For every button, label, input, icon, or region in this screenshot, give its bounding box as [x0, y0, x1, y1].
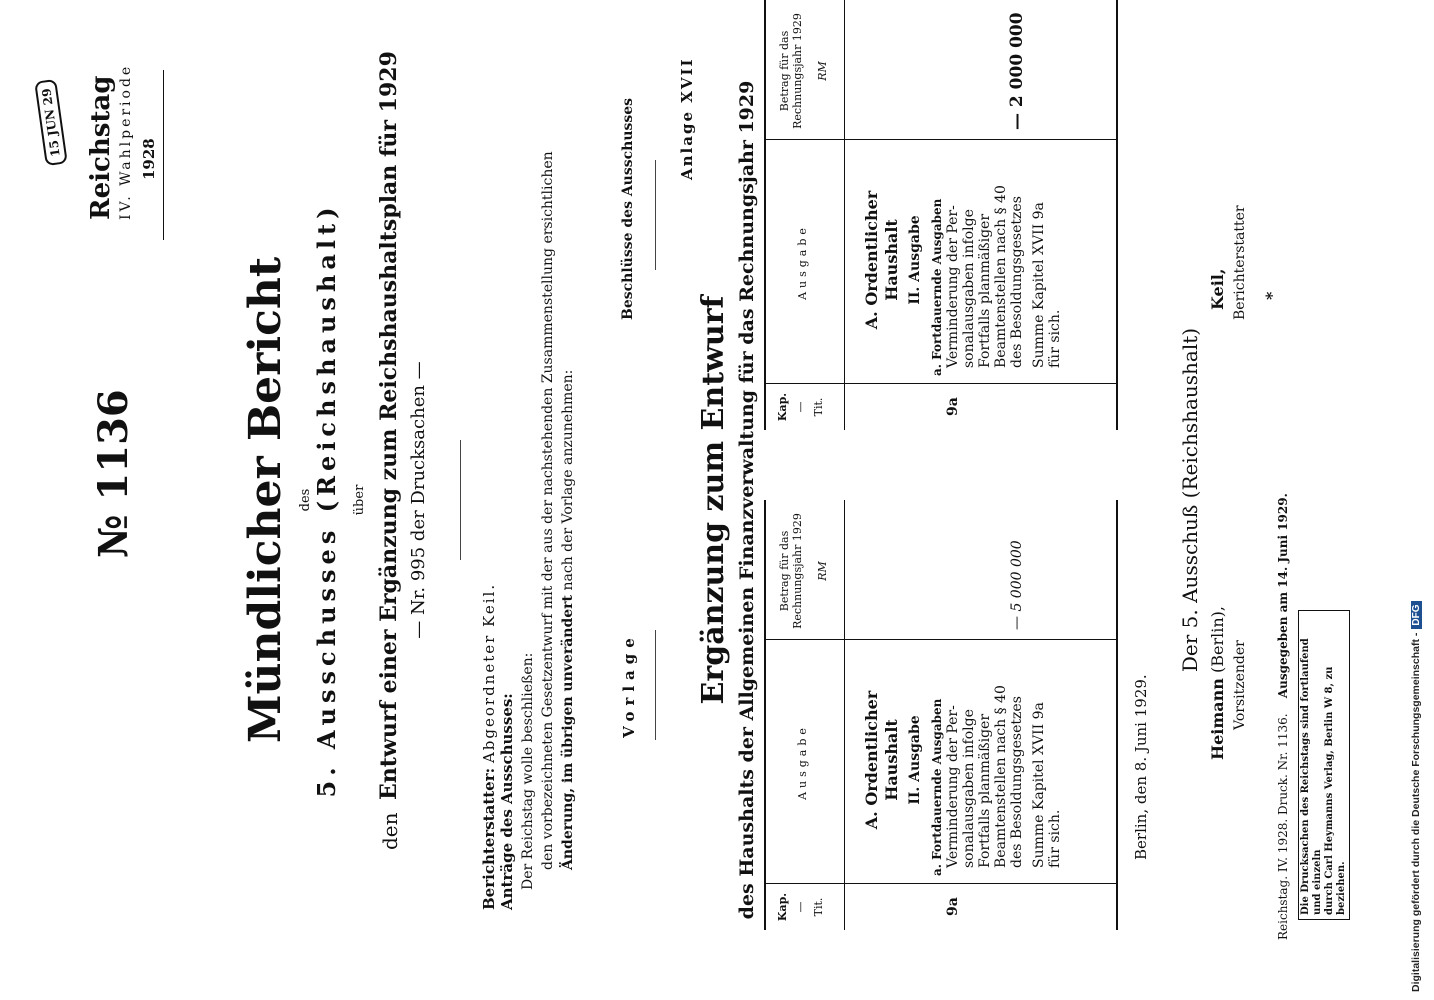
signature-date: Berlin, den 8. Juni 1929.: [1132, 674, 1150, 860]
beschluesse-heading: Beschlüsse des Ausschusses: [620, 97, 636, 320]
beschluesse-summe-1: Summe Kapitel XVII 9a: [1031, 202, 1047, 368]
title-divider: [460, 440, 461, 560]
beschluesse-section-a: A. Ordentlicher Haushalt: [862, 190, 901, 330]
beschluesse-table: [764, 0, 1118, 430]
vorlage-head-rm: RM: [816, 561, 829, 581]
vorlage-table: [764, 500, 1118, 930]
motion-change-bold: Änderung, im übrigen unverändert: [560, 595, 576, 870]
title-ueber: über: [352, 484, 367, 516]
vorlage-head-dash: —: [794, 901, 807, 913]
credit-text: [1410, 8, 1422, 992]
beschluesse-kap: 9a: [945, 397, 961, 416]
reporter-label: Berichterstatter:: [480, 767, 498, 910]
beschluesse-head-rm: RM: [816, 61, 829, 81]
vorlage-text-5: des Besoldungsgesetzes: [1009, 696, 1025, 868]
motion-line-1: Der Reichstag wolle beschließen:: [520, 652, 536, 890]
beschluesse-amount: — 2 000 000: [1007, 12, 1027, 130]
motion-change-rest: nach der Vorlage anzunehmen:: [560, 369, 576, 591]
parliament-name: Reichstag: [86, 75, 116, 220]
credit-label: Digitalisierung gefördert durch die Deutsche Forschungsgemeinschaft -: [1410, 632, 1422, 992]
beschluesse-col-divider-2: [766, 139, 1116, 140]
beschluesse-head-kap: Kap.: [776, 392, 789, 422]
distribution-line-1: Die Drucksachen des Reichstags sind fortlaufend und einzeln: [1300, 638, 1323, 915]
vorlage-section-a: A. Ordentlicher Haushalt: [862, 690, 901, 830]
anlage-label: Anlage XVII: [678, 57, 696, 180]
reporter-value: Abgeordneter Keil.: [480, 582, 498, 764]
vorlage-heading: Vorlage: [620, 632, 638, 738]
issued-date: Ausgegeben am 14. Juni 1929.: [1276, 493, 1290, 699]
vorlage-amount: — 5 000 000: [1009, 540, 1025, 630]
imprint-line: [1276, 493, 1290, 940]
vorlage-head-tit: Tit.: [812, 897, 825, 917]
distribution-line-2: durch Carl Heymanns Verlag, Berlin W 8, zu beziehen.: [1324, 666, 1347, 915]
vorlage-col-divider-2: [766, 639, 1116, 640]
beschluesse-section-ii: II. Ausgabe: [907, 215, 923, 305]
vorlage-head-betrag: Betrag für das Rechnungsjahr 1929: [778, 513, 804, 629]
committee-motions: Anträge des Ausschusses:: [498, 693, 516, 910]
bill-subject: Entwurf einer Ergänzung zum Reichshaushaltsplan für 1929: [376, 51, 402, 800]
beschluesse-text-5: des Besoldungsgesetzes: [1009, 196, 1025, 368]
header-rule: [163, 70, 164, 240]
reporter-line: [480, 583, 498, 910]
asterisk: *: [1262, 291, 1281, 300]
distribution-notice: [1298, 610, 1350, 920]
beschluesse-head-tit: Tit.: [812, 397, 825, 417]
received-stamp: 15 JUN 29: [34, 79, 68, 166]
chair-place: (Berlin),: [1208, 605, 1227, 673]
vorlage-text-1: Verminderung der Per-: [945, 705, 961, 868]
reporter-role: Berichterstatter: [1232, 205, 1248, 320]
title-des: des: [298, 488, 313, 512]
vorlage-text-2: sonalausgaben infolge: [961, 709, 977, 868]
report-title: Mündlicher Bericht: [240, 256, 291, 744]
beschluesse-head-dash: —: [794, 401, 807, 413]
vorlage-text-3: Fortfalls planmäßiger: [977, 713, 993, 868]
vorlage-summe-2: für sich.: [1047, 809, 1063, 868]
vorlage-summe-1: Summe Kapitel XVII 9a: [1031, 702, 1047, 868]
vorlage-head-kap: Kap.: [776, 892, 789, 922]
chair-name: Heimann: [1208, 678, 1227, 760]
beschluesse-summe-2: für sich.: [1047, 309, 1063, 368]
section-title: Ergänzung zum Entwurf: [696, 295, 731, 705]
drucksache-reference: — Nr. 995 der Drucksachen —: [408, 361, 429, 639]
document-number: № 1136: [90, 389, 137, 558]
vorlage-text-4: Beamtenstellen nach § 40: [993, 685, 1009, 868]
dfg-logo: DFG: [1411, 602, 1422, 629]
beschluesse-fortdauernd: a. Fortdauernde Ausgaben: [930, 198, 944, 376]
beschluesse-head-ausgabe: Ausgabe: [796, 224, 809, 300]
motion-line-2: den vorbezeichneten Gesetzentwurf mit der aus der nachstehenden Zusammenstellung ersichtlichen: [540, 151, 556, 870]
reporter-signature: Keil,: [1208, 268, 1227, 310]
vorlage-fortdauernd: a. Fortdauernde Ausgaben: [930, 698, 944, 876]
committee-signature: Der 5. Ausschuß (Reichshaushalt): [1178, 327, 1202, 673]
vorlage-section-ii: II. Ausgabe: [907, 715, 923, 805]
beschluesse-text-2: sonalausgaben infolge: [961, 209, 977, 368]
beschluesse-text-4: Beamtenstellen nach § 40: [993, 185, 1009, 368]
section-subtitle: des Haushalts der Allgemeinen Finanzverwaltung für das Rechnungsjahr 1929: [736, 80, 758, 920]
digitization-credit: [1410, 8, 1430, 992]
chair-role: Vorsitzender: [1232, 640, 1248, 730]
period-year: 1928: [140, 138, 158, 180]
vorlage-underline: [655, 630, 656, 740]
imprint-text: Reichstag. IV. 1928. Druck. Nr. 1136.: [1276, 713, 1290, 940]
beschluesse-underline: [655, 160, 656, 270]
title-den: den: [378, 812, 402, 850]
committee-name: 5. Ausschusses (Reichshaushalt): [312, 202, 341, 798]
vorlage-head-ausgabe: Ausgabe: [796, 724, 809, 800]
vorlage-kap: 9a: [945, 897, 961, 916]
beschluesse-text-3: Fortfalls planmäßiger: [977, 213, 993, 368]
legislative-period: IV. Wahlperiode: [118, 63, 134, 220]
beschluesse-text-1: Verminderung der Per-: [945, 205, 961, 368]
chair-signature: [1208, 606, 1227, 760]
beschluesse-head-betrag: Betrag für das Rechnungsjahr 1929: [778, 13, 804, 129]
motion-line-3: [560, 370, 576, 870]
